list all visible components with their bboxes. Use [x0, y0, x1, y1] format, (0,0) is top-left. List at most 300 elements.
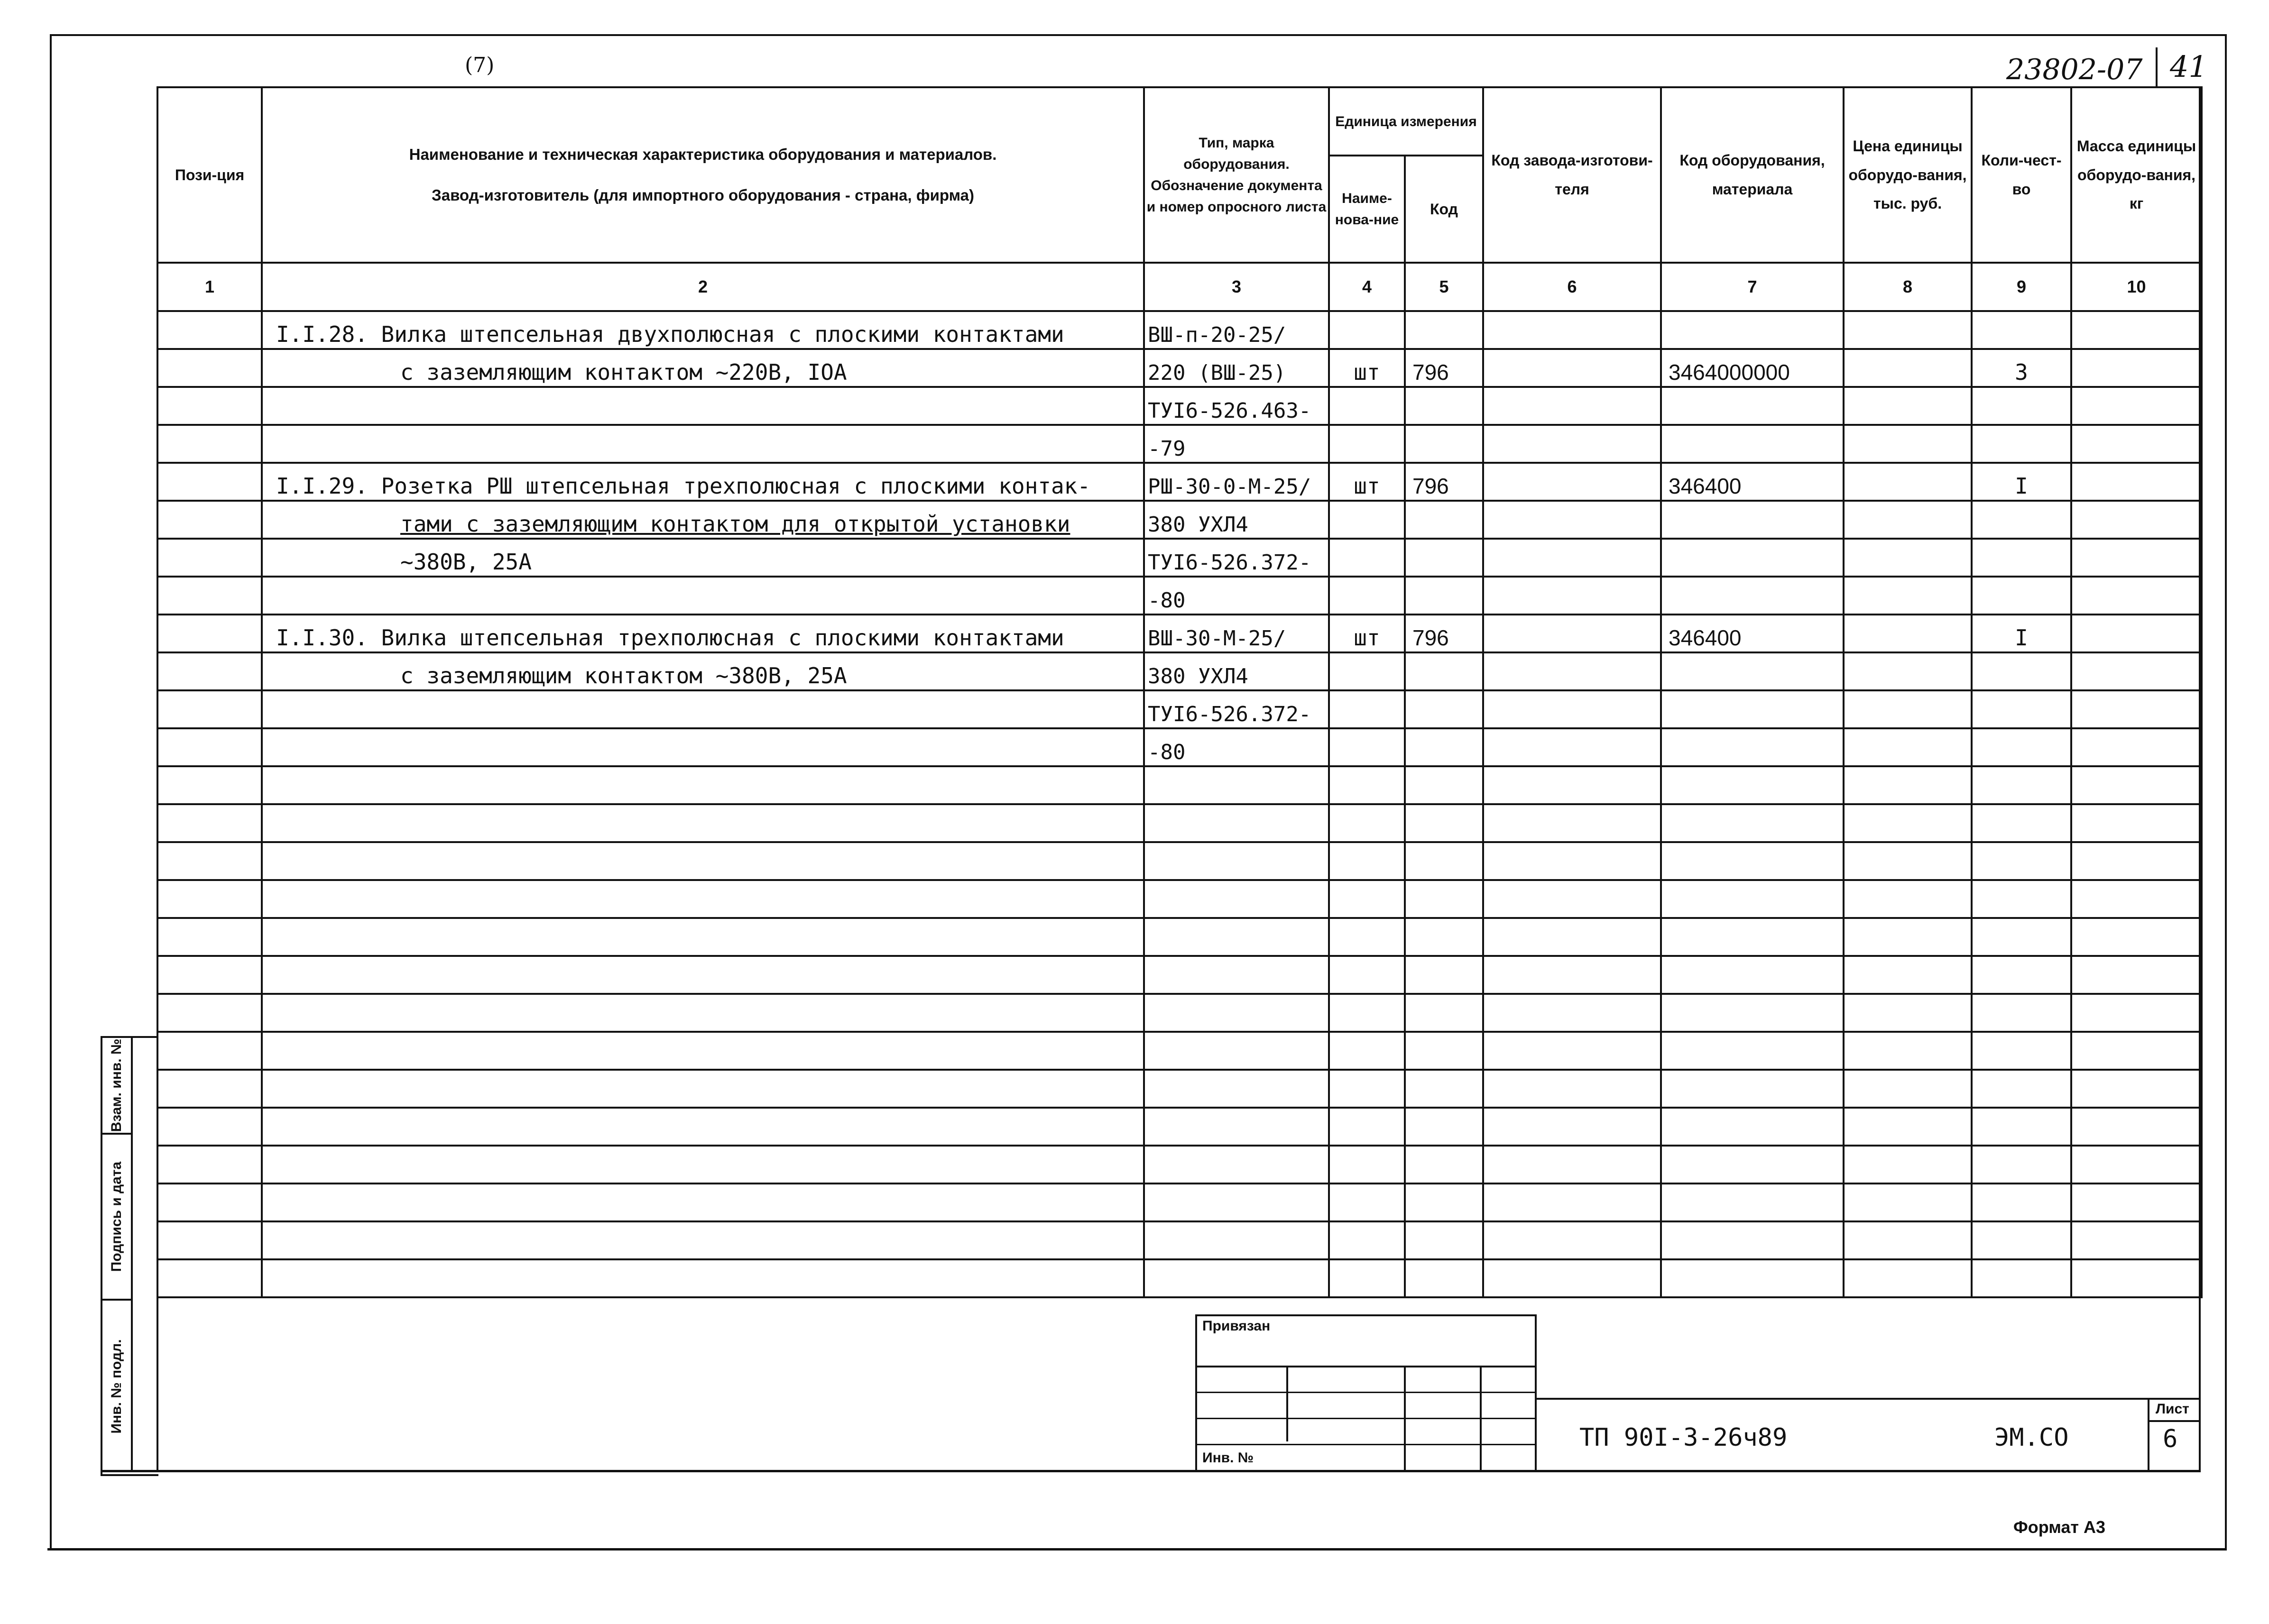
table-cell: [1972, 1032, 2071, 1070]
table-cell: [1844, 1221, 1972, 1259]
table-cell: [262, 956, 1144, 994]
table-cell: [1844, 652, 1972, 690]
table-cell: [1661, 804, 1844, 842]
item-equipment-code: 3464000000: [1661, 349, 1844, 387]
table-cell: [1844, 577, 1972, 615]
item-quantity: [1972, 690, 2071, 728]
item-name: I.I.28. Вилка штепсельная двухполюсная с плоскими контактами: [276, 321, 1064, 347]
table-cell: [157, 1259, 262, 1297]
item-type: -79: [1144, 425, 1329, 463]
table-cell: [157, 539, 262, 577]
table-cell: [1144, 1108, 1329, 1146]
table-cell: [1844, 1259, 1972, 1297]
table-cell: [262, 1070, 1144, 1108]
table-cell: [2071, 311, 2202, 349]
column-numbers-row: [157, 263, 2202, 311]
table-cell: [1144, 880, 1329, 918]
table-cell: [262, 501, 1144, 539]
table-cell: [1144, 956, 1329, 994]
table-cell: [1329, 842, 1405, 880]
table-cell: [157, 425, 262, 463]
table-cell: [1329, 956, 1405, 994]
table-cell: [1144, 918, 1329, 956]
table-cell: [2071, 728, 2202, 766]
item-type: -80: [1144, 577, 1329, 615]
table-cell: [1844, 804, 1972, 842]
table-cell: [1329, 766, 1405, 804]
table-cell: [1483, 1108, 1661, 1146]
item-unit-code: [1405, 387, 1483, 425]
table-cell: [1483, 387, 1661, 425]
table-cell: [157, 1070, 262, 1108]
side-stamp-label: Взам. инв. №: [109, 1038, 124, 1132]
table-cell: [1483, 842, 1661, 880]
column-number: 4: [1329, 263, 1405, 311]
item-type: РШ-30-0-М-25/: [1144, 463, 1329, 501]
table-cell: [1405, 766, 1483, 804]
item-equipment-code: [1661, 425, 1844, 463]
table-cell: [1483, 880, 1661, 918]
item-unit: [1329, 652, 1405, 690]
table-cell: [1405, 1221, 1483, 1259]
table-cell: [262, 1032, 1144, 1070]
format-label: Формат А3: [2013, 1517, 2106, 1537]
side-stamp-cell: [102, 1301, 133, 1472]
item-quantity: [1972, 501, 2071, 539]
table-cell: [1329, 1032, 1405, 1070]
item-type: 380 УХЛ4: [1144, 501, 1329, 539]
table-cell: [2071, 842, 2202, 880]
item-name: I.I.29. Розетка РШ штепсельная трехполюсная с плоскими контак-: [276, 473, 1091, 499]
table-cell: [1405, 1070, 1483, 1108]
table-cell: [1483, 766, 1661, 804]
table-cell: [157, 311, 262, 349]
table-cell: [2071, 1032, 2202, 1070]
item-unit: [1329, 539, 1405, 577]
item-unit: [1329, 690, 1405, 728]
inner-frame-bottom: [101, 1470, 2201, 1472]
table-cell: [262, 1146, 1144, 1184]
table-cell: [1972, 804, 2071, 842]
table-cell: [262, 842, 1144, 880]
item-unit: шт: [1329, 349, 1405, 387]
item-unit-code: [1405, 577, 1483, 615]
table-cell: [1144, 994, 1329, 1032]
table-cell: [1483, 652, 1661, 690]
item-unit-code: [1405, 728, 1483, 766]
table-cell: [1844, 1032, 1972, 1070]
item-equipment-code: [1661, 539, 1844, 577]
side-stamp: [101, 1036, 158, 1476]
table-cell: [1144, 1184, 1329, 1221]
table-cell: [2071, 463, 2202, 501]
table-cell: [157, 994, 262, 1032]
item-quantity: I: [1972, 463, 2071, 501]
item-quantity: [1972, 539, 2071, 577]
table-cell: [1972, 956, 2071, 994]
item-type: ВШ-п-20-25/: [1144, 311, 1329, 349]
table-cell: [1844, 880, 1972, 918]
table-row: [157, 1146, 2202, 1184]
table-cell: [1844, 918, 1972, 956]
sheet-number: 6: [2163, 1425, 2178, 1453]
table-cell: [2071, 880, 2202, 918]
table-cell: [157, 1184, 262, 1221]
item-quantity: [1972, 425, 2071, 463]
table-cell: [1844, 349, 1972, 387]
table-cell: [1972, 1259, 2071, 1297]
table-cell: [262, 652, 1144, 690]
header-position: Пози-ция: [157, 87, 262, 263]
column-number: 1: [157, 263, 262, 311]
tb-line: [1195, 1392, 1537, 1393]
table-cell: [1405, 1146, 1483, 1184]
item-unit-code: [1405, 652, 1483, 690]
table-cell: [2071, 956, 2202, 994]
table-cell: [1144, 804, 1329, 842]
item-type: ТУI6-526.463-: [1144, 387, 1329, 425]
column-number: 6: [1483, 263, 1661, 311]
item-unit-code: [1405, 501, 1483, 539]
table-row: [157, 1221, 2202, 1259]
tb-line: [1195, 1418, 1537, 1419]
table-cell: [1844, 1108, 1972, 1146]
item-unit: [1329, 387, 1405, 425]
item-type: ВШ-30-М-25/: [1144, 615, 1329, 652]
table-cell: [1661, 1221, 1844, 1259]
table-cell: [1661, 1032, 1844, 1070]
item-equipment-code: [1661, 652, 1844, 690]
item-unit-code: [1405, 690, 1483, 728]
table-cell: [1844, 425, 1972, 463]
table-cell: [1483, 1221, 1661, 1259]
table-row: [157, 311, 2202, 349]
table-row: [157, 994, 2202, 1032]
table-cell: [1483, 311, 1661, 349]
table-cell: [2071, 1221, 2202, 1259]
header-unit-name: Наиме-нова-ние: [1329, 156, 1405, 263]
table-cell: [1844, 463, 1972, 501]
page-number: 41: [2170, 49, 2207, 84]
side-stamp-cell: [102, 1135, 133, 1301]
table-cell: [1329, 804, 1405, 842]
specification-table: [157, 86, 2203, 1298]
item-name: тами с заземляющим контактом для открытой установки: [400, 511, 1070, 537]
outer-frame-top: [50, 34, 2227, 36]
item-name: с заземляющим контактом ~220В, IOA: [400, 359, 847, 385]
table-cell: [1972, 880, 2071, 918]
header-name-line2: Завод-изготовитель (для импортного оборудования - страна, фирма): [432, 186, 974, 204]
item-unit: [1329, 728, 1405, 766]
table-cell: [2071, 615, 2202, 652]
item-unit: шт: [1329, 615, 1405, 652]
table-cell: [157, 842, 262, 880]
table-cell: [157, 690, 262, 728]
table-cell: [262, 349, 1144, 387]
table-row: [157, 577, 2202, 615]
sheet-mark: (7): [465, 53, 495, 77]
table-row: [157, 539, 2202, 577]
table-row: [157, 387, 2202, 425]
table-cell: [1405, 880, 1483, 918]
item-equipment-code: 346400: [1661, 615, 1844, 652]
table-cell: [157, 880, 262, 918]
table-cell: [2071, 766, 2202, 804]
table-row: [157, 766, 2202, 804]
table-cell: [1405, 918, 1483, 956]
doc-number: 23802-07: [2006, 53, 2143, 86]
table-cell: [1483, 804, 1661, 842]
table-cell: [262, 994, 1144, 1032]
table-cell: [1329, 1070, 1405, 1108]
column-number: 10: [2071, 263, 2202, 311]
bound-label: Привязан: [1202, 1318, 1271, 1334]
header-type: Тип, марка оборудования. Обозначение документа и номер опросного листа: [1144, 87, 1329, 263]
table-cell: [1483, 994, 1661, 1032]
table-row: [157, 918, 2202, 956]
table-cell: [1661, 956, 1844, 994]
table-cell: [157, 1146, 262, 1184]
table-cell: [1483, 501, 1661, 539]
table-cell: [262, 804, 1144, 842]
table-cell: [1972, 842, 2071, 880]
table-cell: [2071, 1070, 2202, 1108]
table-cell: [1405, 842, 1483, 880]
outer-frame-left: [50, 34, 52, 1549]
table-row: [157, 349, 2202, 387]
item-quantity: 3: [1972, 349, 2071, 387]
table-cell: [157, 615, 262, 652]
table-cell: [2071, 804, 2202, 842]
table-cell: [1329, 1259, 1405, 1297]
table-cell: [2071, 425, 2202, 463]
table-cell: [157, 463, 262, 501]
table-row: [157, 956, 2202, 994]
table-cell: [1844, 501, 1972, 539]
item-unit-code: [1405, 311, 1483, 349]
table-cell: [157, 804, 262, 842]
table-cell: [262, 615, 1144, 652]
table-cell: [1329, 918, 1405, 956]
table-cell: [1844, 311, 1972, 349]
table-cell: [157, 387, 262, 425]
table-cell: [1483, 690, 1661, 728]
table-cell: [157, 728, 262, 766]
table-cell: [157, 956, 262, 994]
item-equipment-code: [1661, 728, 1844, 766]
table-row: [157, 1108, 2202, 1146]
doc-code: ЭМ.СО: [1994, 1423, 2069, 1452]
item-quantity: I: [1972, 615, 2071, 652]
tb-line: [1195, 1444, 1537, 1445]
item-quantity: [1972, 577, 2071, 615]
table-cell: [1405, 956, 1483, 994]
table-cell: [1483, 728, 1661, 766]
table-cell: [1844, 1070, 1972, 1108]
header-name-line1: Наименование и техническая характеристика оборудования и материалов.: [409, 146, 997, 164]
column-number: 9: [1972, 263, 2071, 311]
table-cell: [262, 387, 1144, 425]
table-cell: [1844, 387, 1972, 425]
table-cell: [1661, 1108, 1844, 1146]
table-cell: [1844, 1184, 1972, 1221]
table-cell: [157, 349, 262, 387]
table-cell: [1329, 1184, 1405, 1221]
table-cell: [157, 918, 262, 956]
table-cell: [1483, 425, 1661, 463]
table-cell: [262, 728, 1144, 766]
table-cell: [1661, 766, 1844, 804]
table-cell: [262, 766, 1144, 804]
table-cell: [2071, 1146, 2202, 1184]
table-cell: [1661, 842, 1844, 880]
column-number: 7: [1661, 263, 1844, 311]
table-row: [157, 842, 2202, 880]
table-cell: [2071, 1184, 2202, 1221]
table-cell: [1329, 1146, 1405, 1184]
item-equipment-code: [1661, 387, 1844, 425]
table-cell: [1483, 1184, 1661, 1221]
table-cell: [1661, 994, 1844, 1032]
table-cell: [262, 311, 1144, 349]
table-cell: [2071, 1108, 2202, 1146]
header-quantity: Коли-чест-во: [1972, 87, 2071, 263]
table-cell: [2071, 652, 2202, 690]
item-quantity: [1972, 728, 2071, 766]
table-cell: [1483, 918, 1661, 956]
table-cell: [1483, 1259, 1661, 1297]
table-cell: [157, 501, 262, 539]
table-cell: [262, 539, 1144, 577]
table-cell: [1972, 918, 2071, 956]
table-cell: [1144, 1259, 1329, 1297]
table-cell: [157, 1032, 262, 1070]
table-cell: [262, 463, 1144, 501]
header-price: Цена единицы оборудо-вания, тыс. руб.: [1844, 87, 1972, 263]
tb-line: [2148, 1420, 2201, 1422]
table-cell: [262, 880, 1144, 918]
item-name: с заземляющим контактом ~380В, 25А: [400, 662, 847, 688]
table-row: [157, 501, 2202, 539]
table-cell: [1972, 766, 2071, 804]
table-cell: [1661, 880, 1844, 918]
header-factory-code: Код завода-изготови-теля: [1483, 87, 1661, 263]
item-unit-code: 796: [1405, 615, 1483, 652]
item-unit: [1329, 501, 1405, 539]
table-cell: [1844, 956, 1972, 994]
table-row: [157, 425, 2202, 463]
table-row: [157, 463, 2202, 501]
table-cell: [1661, 1070, 1844, 1108]
item-type: ТУI6-526.372-: [1144, 539, 1329, 577]
table-cell: [1844, 615, 1972, 652]
item-unit: [1329, 425, 1405, 463]
table-cell: [262, 1108, 1144, 1146]
table-cell: [1972, 1221, 2071, 1259]
table-cell: [1329, 994, 1405, 1032]
table-cell: [2071, 1259, 2202, 1297]
table-cell: [1405, 1184, 1483, 1221]
tb-line: [1480, 1366, 1482, 1471]
table-cell: [1144, 766, 1329, 804]
item-unit-code: [1405, 539, 1483, 577]
table-row: [157, 880, 2202, 918]
table-cell: [1483, 1146, 1661, 1184]
tb-line: [1195, 1314, 1537, 1316]
outer-frame-right: [2225, 34, 2227, 1549]
table-cell: [262, 1259, 1144, 1297]
header-unit-group: Единица измерения: [1329, 87, 1483, 156]
table-cell: [1405, 804, 1483, 842]
header-mass: Масса единицы оборудо-вания, кг: [2071, 87, 2202, 263]
table-cell: [1972, 1146, 2071, 1184]
item-equipment-code: [1661, 311, 1844, 349]
table-cell: [2071, 918, 2202, 956]
table-cell: [2071, 994, 2202, 1032]
item-type: 380 УХЛ4: [1144, 652, 1329, 690]
table-cell: [1844, 994, 1972, 1032]
table-cell: [1144, 1146, 1329, 1184]
table-cell: [1844, 842, 1972, 880]
item-unit-code: 796: [1405, 349, 1483, 387]
table-cell: [1483, 539, 1661, 577]
table-cell: [1144, 1221, 1329, 1259]
table-cell: [1483, 956, 1661, 994]
table-row: [157, 652, 2202, 690]
table-cell: [2071, 501, 2202, 539]
header-equipment-code: Код оборудования, материала: [1661, 87, 1844, 263]
table-cell: [157, 1108, 262, 1146]
table-row: [157, 1032, 2202, 1070]
sheet-label: Лист: [2156, 1401, 2189, 1417]
table-cell: [262, 1184, 1144, 1221]
project-code: ТП 90I-3-26ч89: [1579, 1423, 1788, 1452]
table-row: [157, 1070, 2202, 1108]
table-cell: [1844, 766, 1972, 804]
table-row: [157, 728, 2202, 766]
table-cell: [1661, 1184, 1844, 1221]
table-cell: [1844, 728, 1972, 766]
column-number: 5: [1405, 263, 1483, 311]
tb-line: [2148, 1398, 2149, 1471]
header-unit-code: Код: [1405, 156, 1483, 263]
table-cell: [157, 577, 262, 615]
table-row: [157, 1184, 2202, 1221]
table-cell: [1483, 463, 1661, 501]
outer-frame-bottom: [47, 1548, 2227, 1551]
table-cell: [1405, 994, 1483, 1032]
tb-line: [1195, 1366, 1537, 1367]
inv-label: Инв. №: [1202, 1450, 1254, 1466]
table-cell: [1483, 577, 1661, 615]
table-cell: [2071, 690, 2202, 728]
table-cell: [1144, 842, 1329, 880]
table-cell: [1972, 994, 2071, 1032]
side-stamp-label: Инв. № подл.: [109, 1339, 124, 1434]
table-cell: [1483, 615, 1661, 652]
table-cell: [1329, 1108, 1405, 1146]
side-stamp-label: Подпись и дата: [109, 1161, 124, 1272]
table-cell: [262, 425, 1144, 463]
table-cell: [262, 690, 1144, 728]
item-equipment-code: 346400: [1661, 463, 1844, 501]
column-number: 2: [262, 263, 1144, 311]
table-cell: [157, 1221, 262, 1259]
table-cell: [262, 577, 1144, 615]
table-cell: [1405, 1259, 1483, 1297]
item-equipment-code: [1661, 501, 1844, 539]
table-cell: [1329, 880, 1405, 918]
